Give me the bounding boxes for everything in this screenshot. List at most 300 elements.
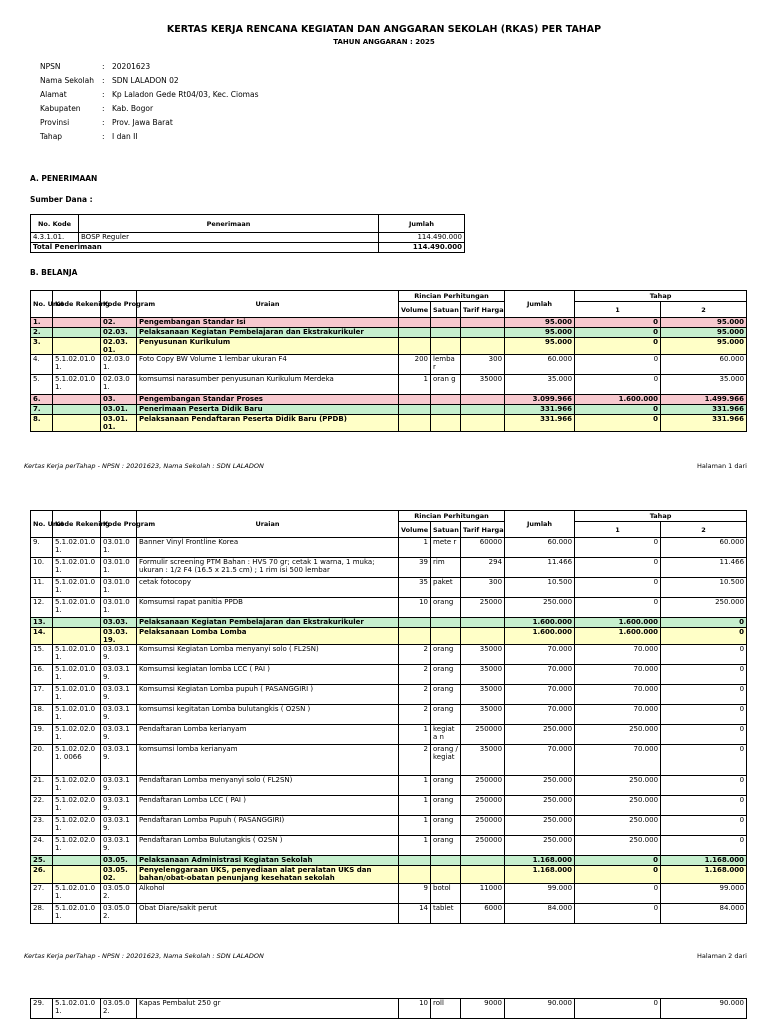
table-row [31,375,747,395]
belanja-body-page2 [31,558,747,924]
cell-rek: 5.1.02.01.0 1. [53,904,101,924]
cell-no: 12. [31,598,53,618]
penerimaan-table [30,214,465,253]
cell-t2: 95.000 [661,338,747,355]
cell-tarif: 250000 [461,725,505,745]
cell-no: 16. [31,665,53,685]
cell-uraian: Pelaksanaan Kegiatan Pembelajaran dan Ekstrakurikuler [137,618,399,628]
cell-prog: 03.03. [101,618,137,628]
belanja-body-page1 [31,318,747,432]
cell-vol [399,318,431,328]
cell-sat [431,415,461,432]
cell-vol: 14 [399,904,431,924]
cell-tarif: 250000 [461,776,505,796]
cell-t1: 0 [575,405,661,415]
cell-no: 5. [31,375,53,395]
table-row [31,338,747,355]
cell-t2: 0 [661,776,747,796]
cell-no: 28. [31,904,53,924]
table-row [31,836,747,856]
section-belanja: B. BELANJA [30,268,78,277]
table-row [31,578,747,598]
col-header-jumlah: Jumlah [379,215,465,233]
cell-no: 29. [31,999,53,1019]
cell-rek [53,338,101,355]
table-row [31,884,747,904]
cell-no: 15. [31,645,53,665]
cell-tarif: 35000 [461,645,505,665]
cell-vol [399,866,431,884]
cell-vol: 9 [399,884,431,904]
cell-tarif: 25000 [461,598,505,618]
cell-no: 3. [31,338,53,355]
cell-vol: 1 [399,796,431,816]
cell-rek [53,415,101,432]
cell-jumlah: 70.000 [505,685,575,705]
cell-t1: 70.000 [575,685,661,705]
cell-t1: 250.000 [575,776,661,796]
cell-tarif: 250000 [461,836,505,856]
cell-rek [53,318,101,328]
cell-t1: 0 [575,318,661,328]
cell-vol [399,415,431,432]
cell-uraian: Pelaksanaan Lomba Lomba [137,628,399,645]
cell-sat: rim [431,558,461,578]
cell-jumlah: 1.600.000 [505,628,575,645]
table-row: 4.3.1.01. BOSP Reguler 114.490.000 [31,233,465,243]
cell-t2: 0 [661,665,747,685]
cell-prog: 03.03. 19. [101,628,137,645]
cell-rek: 5.1.02.01.0 1. [53,685,101,705]
cell-jumlah: 1.168.000 [505,866,575,884]
document-subtitle: TAHUN ANGGARAN : 2025 [333,38,435,46]
cell-uraian: Foto Copy BW Volume 1 lembar ukuran F4 [137,355,399,375]
cell-no: 17. [31,685,53,705]
cell-jumlah: 99.000 [505,884,575,904]
cell-prog: 03.05. [101,856,137,866]
cell-no: 2. [31,328,53,338]
cell-tarif: 35000 [461,745,505,776]
cell-tarif [461,395,505,405]
cell-t2: 10.500 [661,578,747,598]
cell-t1: 0 [575,558,661,578]
cell-t2: 0 [661,725,747,745]
cell-sat: oran g [431,375,461,395]
cell-tarif: 60000 [461,538,505,558]
cell-tarif: 300 [461,355,505,375]
cell-sat [431,405,461,415]
belanja-table-page3 [30,998,747,1019]
cell-tarif: 6000 [461,904,505,924]
section-penerimaan: A. PENERIMAAN [30,174,98,183]
cell-uraian: Banner Vinyl Frontline Korea [137,538,399,558]
belanja-table-page1 [30,290,747,432]
cell-prog: 03.01. 01. [101,415,137,432]
cell-sat: orang [431,645,461,665]
cell-t2: 95.000 [661,318,747,328]
cell-rek: 5.1.02.01.0 1. [53,705,101,725]
cell-sat [431,338,461,355]
cell-tarif: 9000 [461,999,505,1019]
cell-no: 14. [31,628,53,645]
table-row [31,628,747,645]
cell-uraian: Pelaksanaan Pendaftaran Peserta Didik Baru (PPDB) [137,415,399,432]
cell-jumlah: 70.000 [505,705,575,725]
cell-uraian: Kapas Pembalut 250 gr [137,999,399,1019]
table-row [31,904,747,924]
cell-t1: 70.000 [575,665,661,685]
cell-rek [53,628,101,645]
table-row [31,355,747,375]
cell-t1: 250.000 [575,725,661,745]
cell-uraian: Pendaftaran Lomba Pupuh ( PASANGGIRI) [137,816,399,836]
cell-uraian: Komsumsi Kegiatan Lomba pupuh ( PASANGGIRI ) [137,685,399,705]
cell-sat [431,628,461,645]
cell-no: 19. [31,725,53,745]
cell-rek: 5.1.02.01.0 1. [53,645,101,665]
cell-prog: 03.05.0 2. [101,999,137,1019]
cell-jumlah: 70.000 [505,645,575,665]
cell-vol: 10 [399,598,431,618]
table-row [31,538,747,558]
cell-t1: 1.600.000 [575,628,661,645]
cell-jumlah: 3.099.966 [505,395,575,405]
cell-tarif: 35000 [461,665,505,685]
cell-t2: 0 [661,618,747,628]
cell-no: 4. [31,355,53,375]
cell-t2: 99.000 [661,884,747,904]
cell-t1: 0 [575,355,661,375]
cell-sat [431,328,461,338]
cell-jumlah: 60.000 [505,538,575,558]
table-row [31,685,747,705]
cell-rek [53,866,101,884]
cell-t1: 1.600.000 [575,618,661,628]
cell-sat: tablet [431,904,461,924]
cell-sat [431,866,461,884]
table-row [31,598,747,618]
cell-no: 7. [31,405,53,415]
table-row [31,415,747,432]
cell-prog: 02.03.0 1. [101,375,137,395]
cell-t2: 0 [661,628,747,645]
cell-t1: 0 [575,904,661,924]
cell-t1: 0 [575,338,661,355]
cell-t2: 60.000 [661,538,747,558]
cell-prog: 03.01.0 1. [101,538,137,558]
cell-t1: 0 [575,999,661,1019]
cell-t1: 0 [575,415,661,432]
cell-sat: orang [431,685,461,705]
cell-no: 8. [31,415,53,432]
cell-vol: 1 [399,836,431,856]
cell-prog: 03.05. 02. [101,866,137,884]
cell-rek: 5.1.02.01.0 1. [53,665,101,685]
cell-vol [399,395,431,405]
cell-rek: 5.1.02.01.0 1. [53,999,101,1019]
cell-t2: 1.168.000 [661,866,747,884]
cell-prog: 02. [101,318,137,328]
cell-t1: 0 [575,538,661,558]
cell-vol: 39 [399,558,431,578]
cell-jumlah: 95.000 [505,318,575,328]
table-row [31,645,747,665]
cell-uraian: Pelaksanaan Kegiatan Pembelajaran dan Ekstrakurikuler [137,328,399,338]
table-row [31,999,747,1019]
cell-rek: 5.1.02.02.0 1. [53,796,101,816]
cell-t2: 0 [661,796,747,816]
table-row [31,866,747,884]
cell-vol [399,856,431,866]
cell-rek: 5.1.02.01.0 1. [53,884,101,904]
cell-t1: 0 [575,328,661,338]
cell-uraian: Komsumsi Kegiatan Lomba menyanyi solo ( FL2SN) [137,645,399,665]
table-row [31,618,747,628]
cell-uraian: Alkohol [137,884,399,904]
cell-prog: 03.05.0 2. [101,904,137,924]
cell-t1: 250.000 [575,836,661,856]
cell-jumlah: 250.000 [505,816,575,836]
cell-prog: 03.03.1 9. [101,796,137,816]
cell-prog: 03.01. [101,405,137,415]
cell-no: 23. [31,816,53,836]
cell-prog: 02.03.0 1. [101,355,137,375]
cell-rek [53,405,101,415]
cell-jumlah: 331.966 [505,405,575,415]
cell-sat [431,856,461,866]
cell-uraian: komsumsi lomba kerianyam [137,745,399,776]
cell-sat [431,395,461,405]
cell-rek: 5.1.02.02.0 1. [53,725,101,745]
cell-jumlah: 250.000 [505,796,575,816]
cell-jumlah: 95.000 [505,328,575,338]
cell-rek: 5.1.02.02.0 1. 0066 [53,745,101,776]
sumber-dana-label: Sumber Dana : [30,195,93,204]
table-row [31,405,747,415]
cell-tarif [461,866,505,884]
info-row-nama: Nama Sekolah : SDN LALADON 02 [40,76,179,85]
cell-t1: 70.000 [575,705,661,725]
cell-prog: 03.01.0 1. [101,578,137,598]
cell-jumlah: 250.000 [505,776,575,796]
cell-t2: 0 [661,745,747,776]
cell-vol: 2 [399,645,431,665]
cell-tarif: 35000 [461,685,505,705]
cell-tarif [461,618,505,628]
table-row [31,796,747,816]
cell-prog: 03.03.1 9. [101,776,137,796]
belanja-header: No. Urut Kode Rekening Kode Program Uraian Rincian Perhitungan Jumlah Tahap Volume Satuan Tarif Harga 1 2 [31,291,747,318]
cell-uraian: cetak fotocopy [137,578,399,598]
cell-rek: 5.1.02.02.0 1. [53,776,101,796]
cell-t2: 331.966 [661,405,747,415]
cell-t1: 0 [575,578,661,598]
cell-sat: orang [431,705,461,725]
cell-vol: 10 [399,999,431,1019]
cell-t1: 70.000 [575,745,661,776]
table-row [31,665,747,685]
cell-no: 20. [31,745,53,776]
cell-sat: orang [431,836,461,856]
cell-prog: 03.01.0 1. [101,598,137,618]
cell-sat: orang [431,665,461,685]
info-row-alamat: Alamat : Kp Laladon Gede Rt04/03, Kec. Ciomas [40,90,259,99]
cell-tarif: 300 [461,578,505,598]
cell-vol: 1 [399,375,431,395]
table-row [31,856,747,866]
cell-tarif [461,338,505,355]
cell-sat [431,618,461,628]
cell-prog: 02.03. [101,328,137,338]
cell-rek: 5.1.02.01.0 1. [53,538,101,558]
cell-jumlah: 250.000 [505,725,575,745]
cell-prog: 03.03.1 9. [101,685,137,705]
cell-vol [399,405,431,415]
cell-jumlah: 250.000 [505,836,575,856]
cell-t1: 250.000 [575,796,661,816]
cell-vol: 2 [399,685,431,705]
col-header-kode: No. Kode [31,215,79,233]
table-row [31,395,747,405]
cell-jumlah: 95.000 [505,338,575,355]
cell-sat: orang [431,598,461,618]
cell-prog: 03.01.0 1. [101,558,137,578]
cell-t2: 1.168.000 [661,856,747,866]
cell-no: 10. [31,558,53,578]
cell-no: 26. [31,866,53,884]
cell-rek [53,856,101,866]
cell-uraian: komsumsi kegitatan Lomba bulutangkis ( O2SN ) [137,705,399,725]
cell-sat: orang / kegiat [431,745,461,776]
cell-t2: 0 [661,645,747,665]
table-row [31,745,747,776]
cell-no: 27. [31,884,53,904]
cell-t1: 0 [575,866,661,884]
cell-uraian: Pengembangan Standar Isi [137,318,399,328]
cell-rek: 5.1.02.02.0 1. [53,816,101,836]
cell-sat: orang [431,816,461,836]
cell-t1: 0 [575,884,661,904]
cell-jumlah: 331.966 [505,415,575,432]
belanja-header-page2: No. Urut Kode Rekening Kode Program Uraian Rincian Perhitungan Jumlah Tahap Volume Satuan Tarif Harga 1 2 [31,511,747,538]
cell-t2: 0 [661,836,747,856]
cell-t2: 0 [661,705,747,725]
cell-jumlah: 60.000 [505,355,575,375]
cell-vol [399,328,431,338]
cell-sat: kegiat a n [431,725,461,745]
cell-no: 1. [31,318,53,328]
cell-rek: 5.1.02.01.0 1. [53,558,101,578]
cell-prog: 03. [101,395,137,405]
cell-uraian: Penyelenggaraan UKS, penyediaan alat peralatan UKS dan bahan/obat-obatan penunjang kesehatan sekolah [137,866,399,884]
cell-vol: 1 [399,725,431,745]
cell-vol: 1 [399,538,431,558]
cell-t2: 35.000 [661,375,747,395]
cell-uraian: komsumsi narasumber penyusunan Kurikulum Merdeka [137,375,399,395]
cell-jumlah: 1.600.000 [505,618,575,628]
belanja-carry-row [31,538,747,558]
cell-rek: 5.1.02.01.0 1. [53,375,101,395]
cell-rek: 5.1.02.02.0 1. [53,836,101,856]
info-row-npsn: NPSN : 20201623 [40,62,151,71]
footer-page-number-1: Halaman 1 dari [697,462,747,470]
cell-no: 9. [31,538,53,558]
cell-tarif: 250000 [461,816,505,836]
cell-rek: 5.1.02.01.0 1. [53,598,101,618]
cell-jumlah: 90.000 [505,999,575,1019]
cell-t2: 60.000 [661,355,747,375]
cell-uraian: Pendaftaran Lomba kerianyam [137,725,399,745]
cell-uraian: Penerimaan Peserta Didik Baru [137,405,399,415]
cell-sat: orang [431,796,461,816]
cell-sat: mete r [431,538,461,558]
cell-uraian: Pendaftaran Lomba Bulutangkis ( O2SN ) [137,836,399,856]
cell-tarif [461,405,505,415]
table-row [31,558,747,578]
cell-jumlah: 10.500 [505,578,575,598]
cell-jumlah: 70.000 [505,745,575,776]
cell-t2: 90.000 [661,999,747,1019]
cell-sat [431,318,461,328]
cell-tarif: 35000 [461,705,505,725]
cell-tarif [461,328,505,338]
cell-jumlah: 84.000 [505,904,575,924]
cell-t2: 11.466 [661,558,747,578]
cell-jumlah: 1.168.000 [505,856,575,866]
cell-vol: 2 [399,665,431,685]
cell-jumlah: 35.000 [505,375,575,395]
cell-tarif [461,628,505,645]
cell-jumlah: 70.000 [505,665,575,685]
cell-vol: 2 [399,745,431,776]
cell-prog: 03.03.1 9. [101,816,137,836]
footer-page-number-2: Halaman 2 dari [697,952,747,960]
cell-t2: 1.499.966 [661,395,747,405]
cell-uraian: Penyusunan Kurikulum [137,338,399,355]
cell-prog: 03.03.1 9. [101,836,137,856]
cell-tarif: 11000 [461,884,505,904]
cell-t2: 95.000 [661,328,747,338]
cell-sat: paket [431,578,461,598]
cell-tarif: 250000 [461,796,505,816]
cell-t2: 0 [661,816,747,836]
cell-t2: 331.966 [661,415,747,432]
cell-tarif: 294 [461,558,505,578]
cell-t1: 0 [575,598,661,618]
cell-uraian: Obat Diare/sakit perut [137,904,399,924]
cell-t1: 0 [575,856,661,866]
footer-left-page2: Kertas Kerja perTahap - NPSN : 20201623, Nama Sekolah : SDN LALADON [24,952,264,960]
cell-t1: 0 [575,375,661,395]
cell-vol [399,338,431,355]
cell-tarif: 35000 [461,375,505,395]
table-row [31,705,747,725]
cell-t2: 0 [661,685,747,705]
cell-tarif [461,318,505,328]
cell-prog: 02.03. 01. [101,338,137,355]
cell-prog: 03.03.1 9. [101,745,137,776]
cell-vol [399,628,431,645]
col-header-penerimaan: Penerimaan [79,215,379,233]
table-row [31,328,747,338]
cell-jumlah: 250.000 [505,598,575,618]
cell-sat: lemba r [431,355,461,375]
cell-rek [53,328,101,338]
cell-t2: 250.000 [661,598,747,618]
cell-prog: 03.03.1 9. [101,705,137,725]
footer-left-page1: Kertas Kerja perTahap - NPSN : 20201623, Nama Sekolah : SDN LALADON [24,462,264,470]
cell-rek [53,618,101,628]
